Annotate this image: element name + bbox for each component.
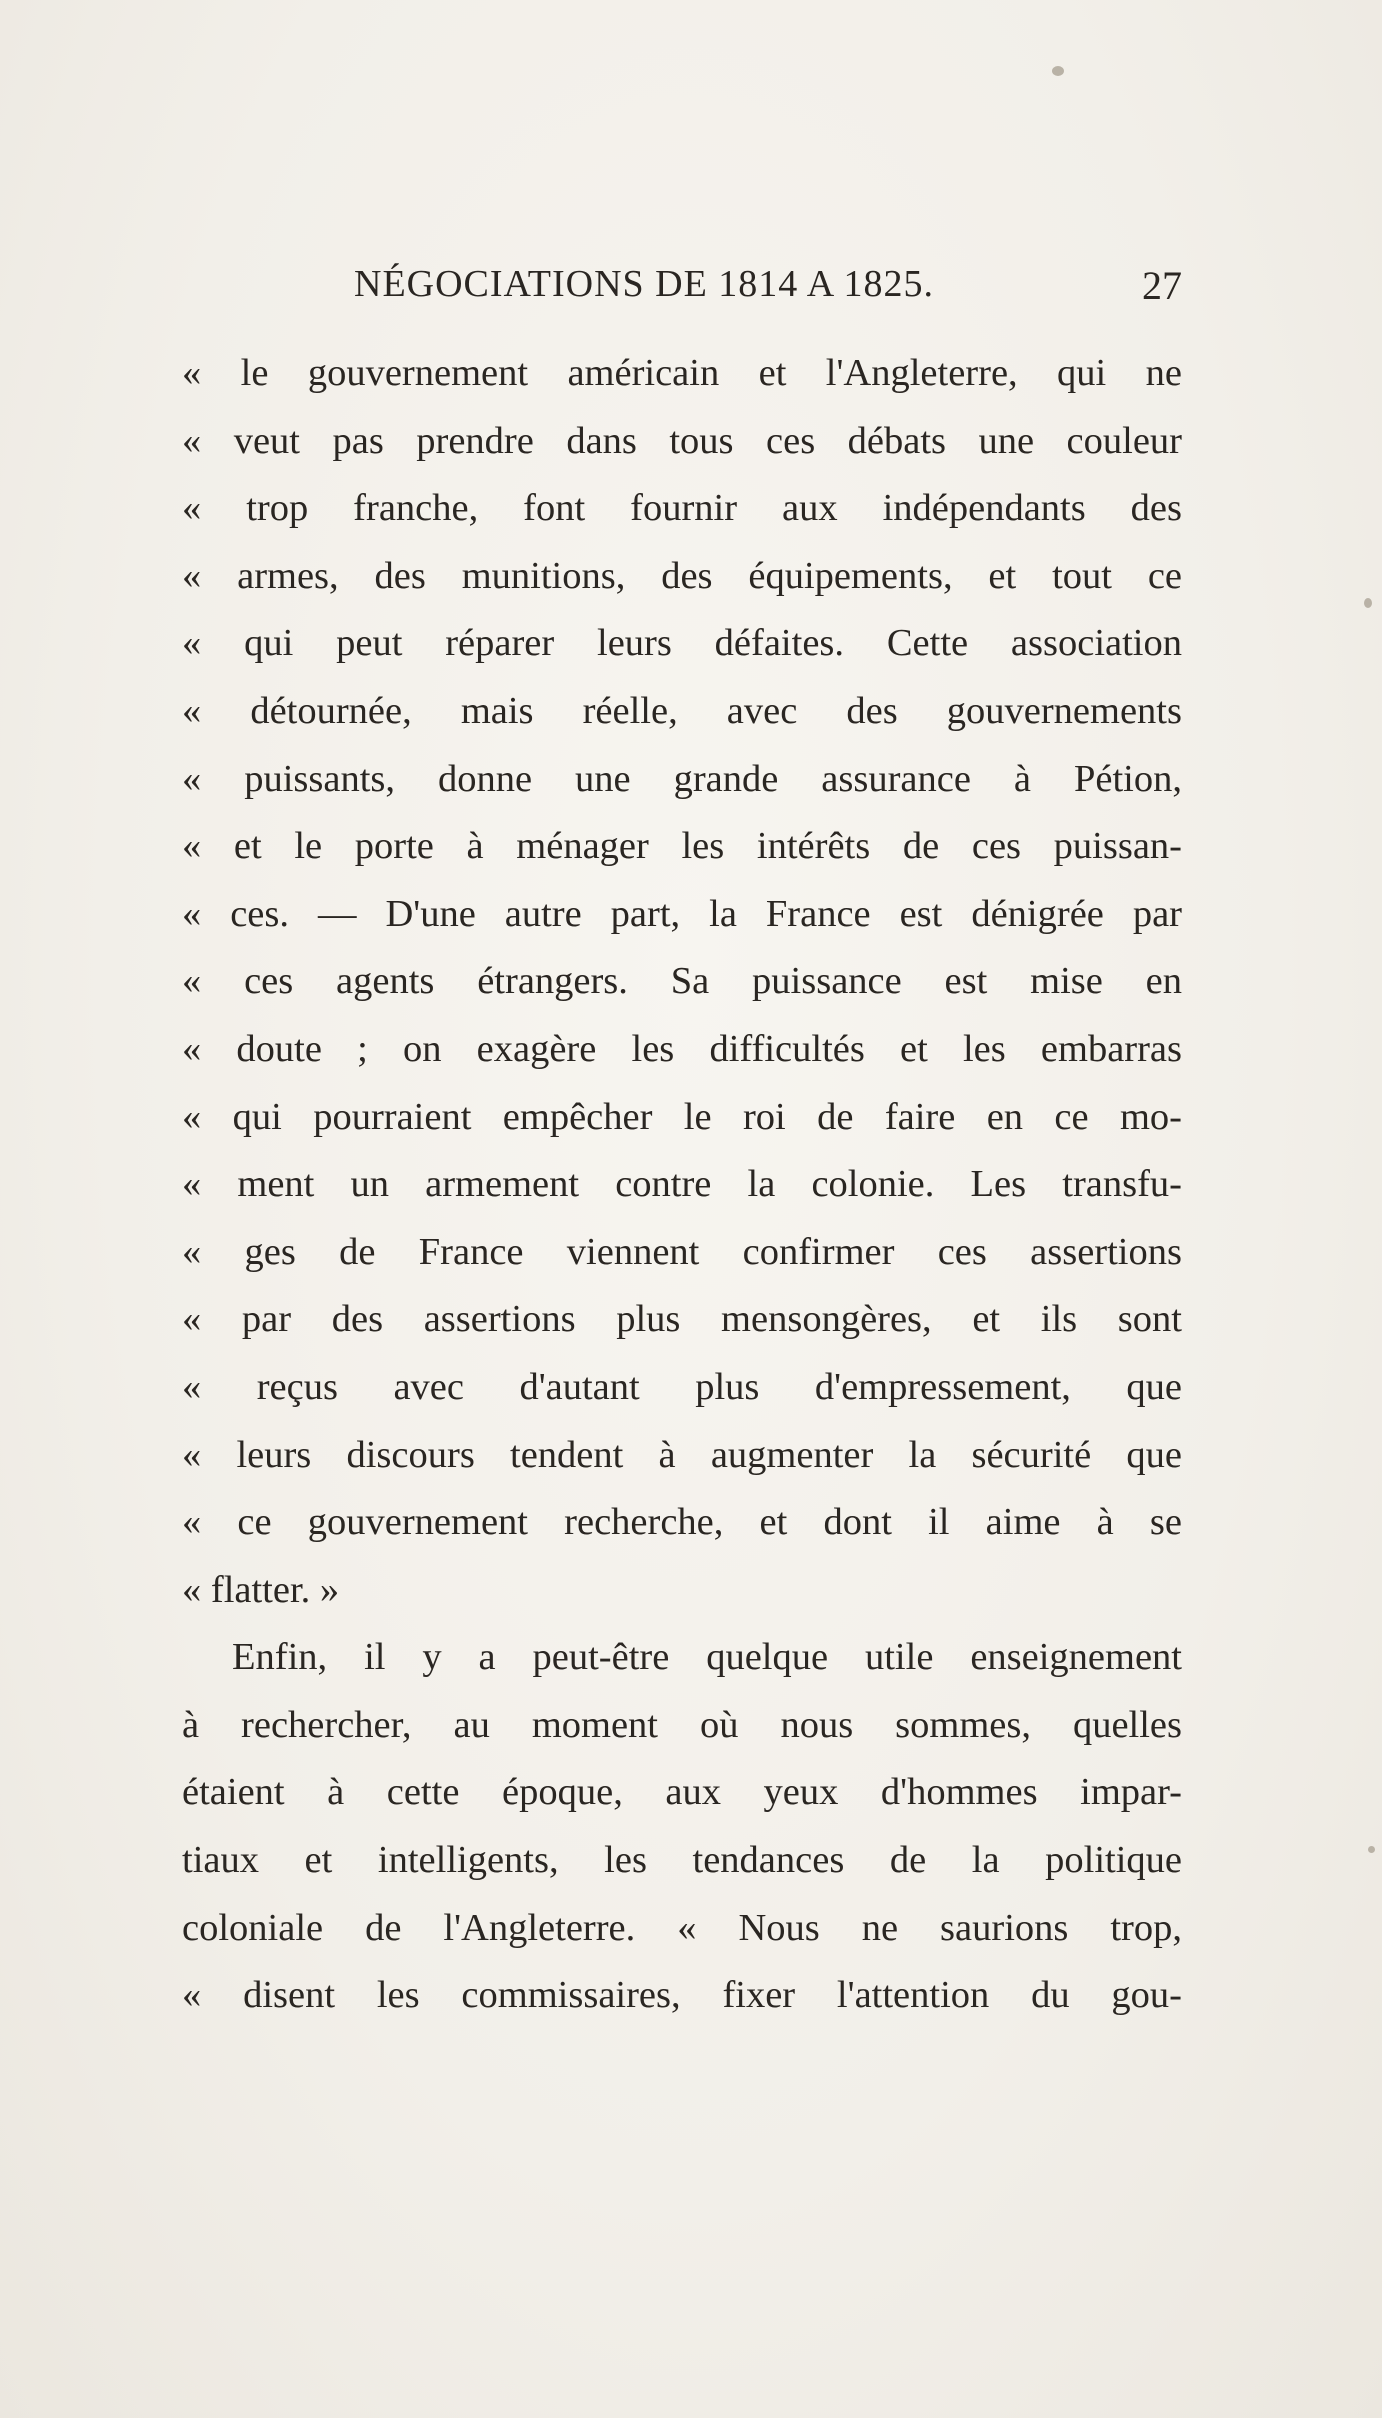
text-line: « détournée, mais réelle, avec des gouvernements — [182, 689, 1182, 732]
text-line: « ges de France viennent confirmer ces assertions — [182, 1230, 1182, 1273]
running-title: NÉGOCIATIONS DE 1814 A 1825. — [354, 263, 935, 305]
text-line: « reçus avec d'autant plus d'empressement, que — [182, 1365, 1182, 1408]
page-number: 27 — [1142, 263, 1182, 308]
text-line: « par des assertions plus mensongères, et ils sont — [182, 1298, 1182, 1341]
text-line: coloniale de l'Angleterre. « Nous ne saurions trop, — [182, 1906, 1182, 1949]
text-line: « ment un armement contre la colonie. Les transfu- — [182, 1163, 1182, 1206]
text-line: « ce gouvernement recherche, et dont il aime à se — [182, 1501, 1182, 1544]
paper-speck — [1052, 66, 1064, 76]
text-line: « puissants, donne une grande assurance à Pétion, — [182, 757, 1182, 800]
paper-speck — [1364, 598, 1372, 608]
text-line: « qui pourraient empêcher le roi de faire en ce mo- — [182, 1095, 1182, 1138]
text-line: tiaux et intelligents, les tendances de la politique — [182, 1839, 1182, 1882]
text-line: « leurs discours tendent à augmenter la sécurité que — [182, 1433, 1182, 1476]
text-line: « ces agents étrangers. Sa puissance est mise en — [182, 960, 1182, 1003]
text-line: « qui peut réparer leurs défaites. Cette association — [182, 622, 1182, 665]
body-text — [182, 340, 1182, 2030]
text-line: « doute ; on exagère les difficultés et les embarras — [182, 1027, 1182, 1070]
text-line-paragraph-end: « flatter. » — [182, 1568, 340, 1611]
text-line: « trop franche, font fournir aux indépendants des — [182, 487, 1182, 530]
text-line: « ces. — D'une autre part, la France est dénigrée par — [182, 892, 1182, 935]
text-line: « armes, des munitions, des équipements, et tout ce — [182, 554, 1182, 597]
text-line-paragraph-start: Enfin, il y a peut-être quelque utile enseignement — [232, 1636, 1182, 1679]
text-line: « et le porte à ménager les intérêts de ces puissan- — [182, 825, 1182, 868]
text-line: « disent les commissaires, fixer l'attention du gou- — [182, 1974, 1182, 2017]
text-line: « veut pas prendre dans tous ces débats une couleur — [182, 419, 1182, 462]
text-line: à rechercher, au moment où nous sommes, quelles — [182, 1703, 1182, 1746]
paper-speck — [1368, 1846, 1375, 1853]
text-line: étaient à cette époque, aux yeux d'hommes impar- — [182, 1771, 1182, 1814]
page-header — [182, 262, 1182, 322]
text-line: « le gouvernement américain et l'Angleterre, qui ne — [182, 352, 1182, 394]
